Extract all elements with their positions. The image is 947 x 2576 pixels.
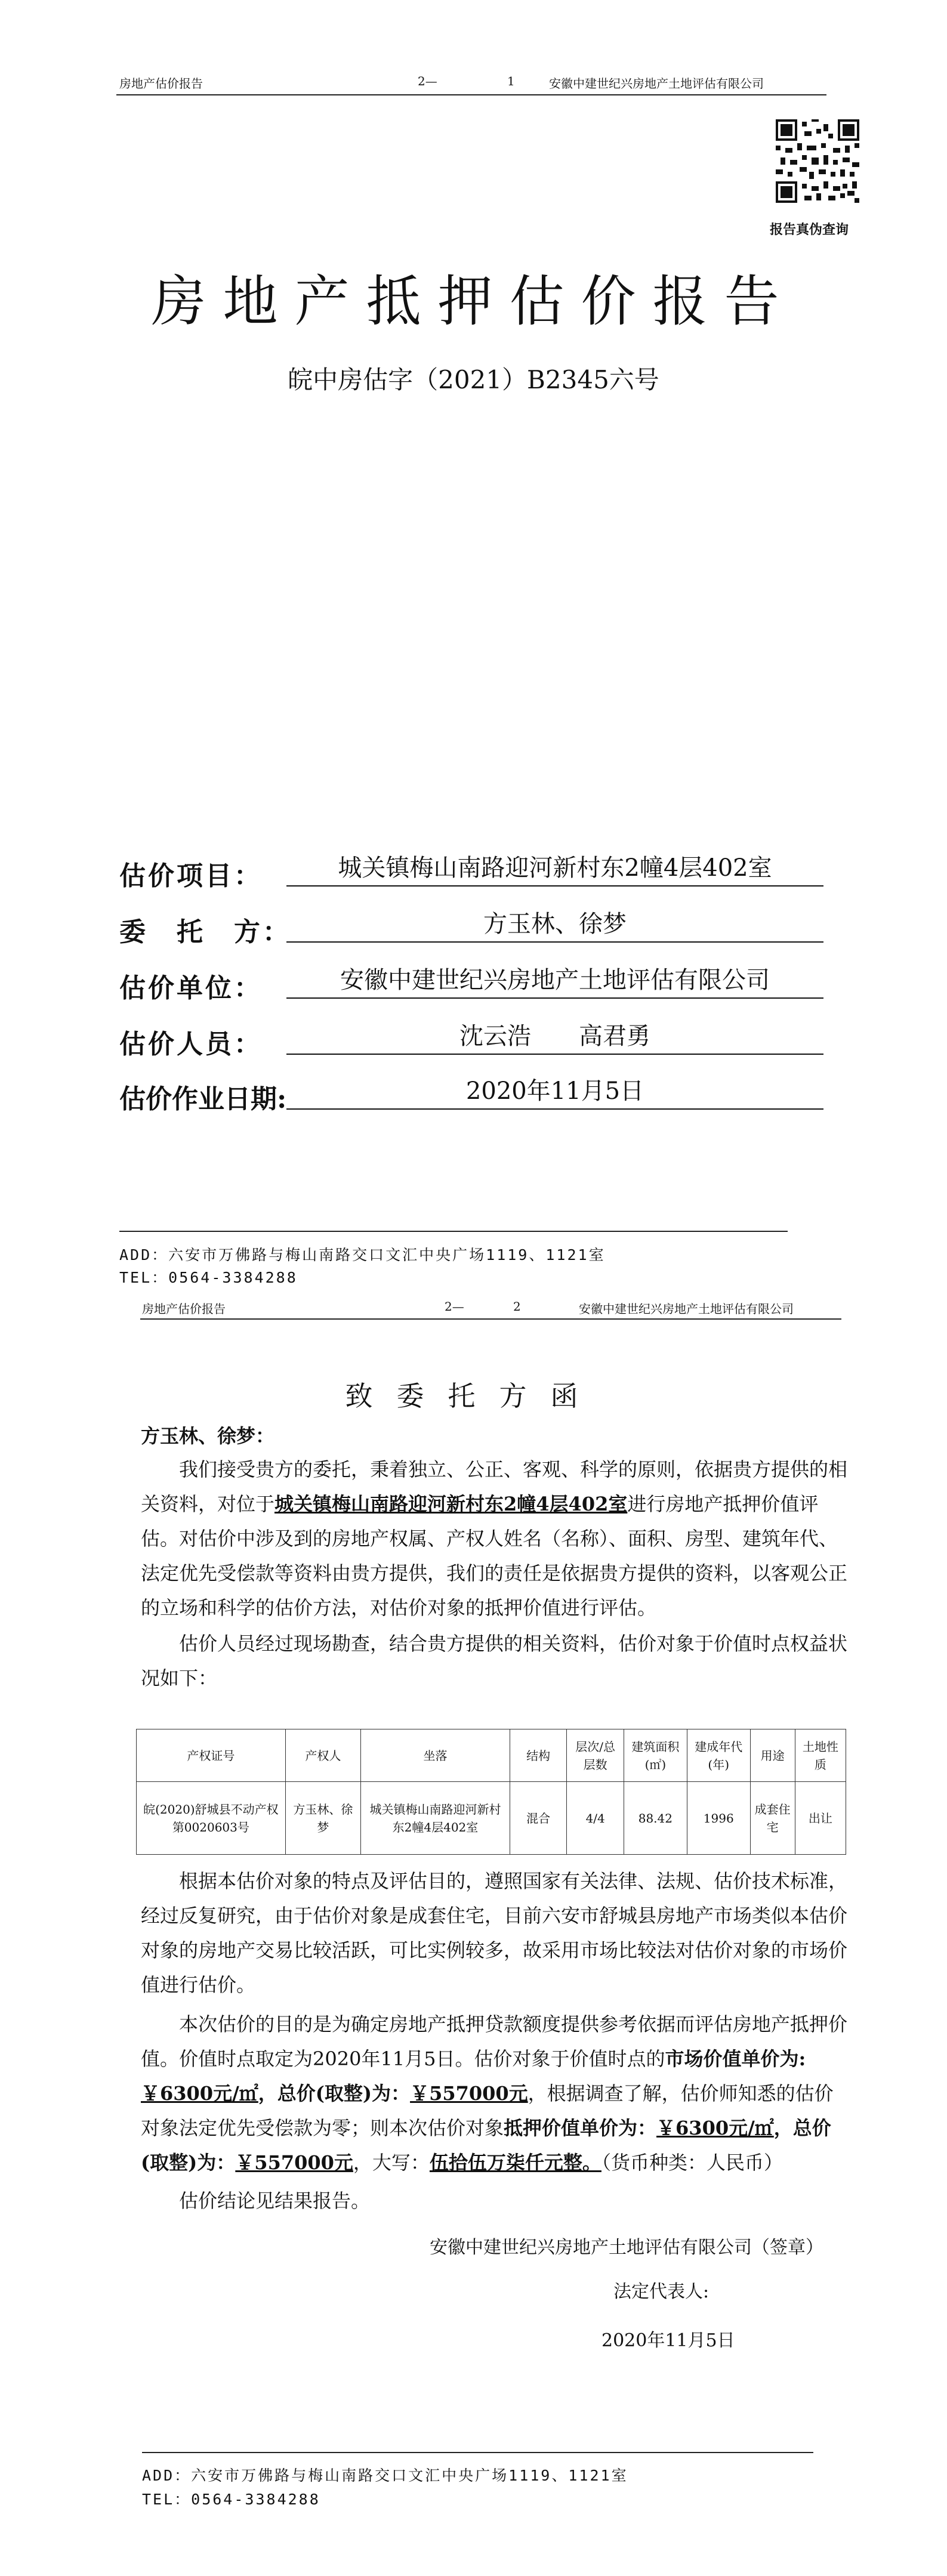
table-cell: 成套住宅 (750, 1782, 795, 1855)
table-header-cell: 结构 (510, 1729, 567, 1782)
mortgage-unit-price-label: 抵押价值单价为： (504, 2117, 657, 2139)
table-header-cell: 坐落 (361, 1729, 510, 1782)
footer-rule (119, 1231, 788, 1232)
report-number: 皖中房估字（2021）B2345六号 (288, 365, 659, 394)
table-cell: 混合 (510, 1782, 567, 1855)
table-row (137, 1782, 846, 1855)
field-project-value: 城关镇梅山南路迎河新村东2幢4层402室 (286, 851, 823, 887)
property-address: 城关镇梅山南路迎河新村东2幢4层402室 (274, 1493, 628, 1515)
header-page-number: 2 (513, 1299, 521, 1314)
market-total: ￥557000元 (410, 2082, 528, 2105)
footer-address: ADD：六安市万佛路与梅山南路交口文汇中央广场1119、1121室 (119, 1246, 606, 1264)
table-cell: 出让 (795, 1782, 846, 1855)
conclusion-text: ，根据调查了解，估价师知悉的估价对象法定优先受偿款为零；则本次估价对象 (141, 2082, 834, 2139)
market-unit-price: ￥6300元/㎡ (141, 2082, 258, 2105)
field-project-label: 估价项目： (119, 861, 263, 891)
header-page-prefix: 2— (445, 1299, 464, 1314)
property-table (136, 1729, 846, 1855)
market-total-label: ，总价(取整)为： (258, 2082, 411, 2105)
amount-in-words: 伍拾伍万柒仟元整。 (429, 2151, 601, 2174)
field-date-label: 估价作业日期: (119, 1084, 287, 1114)
header-right: 安徽中建世纪兴房地产土地评估有限公司 (549, 76, 764, 91)
table-cell: 皖(2020)舒城县不动产权第0020603号 (137, 1782, 286, 1855)
paragraph-conclusion (141, 2007, 848, 2180)
paragraph-entrustment-b: 进行房地产抵押价值评估。对估价中涉及到的房地产权属、产权人姓名（名称）、面积、房型、建筑年代、法定优先受偿款等资料由贵方提供，我们的责任是依据贵方提供的资料，以客观公正的立场和科学的估价方法，对估价对象的抵押价值进行评估。 (141, 1493, 848, 1619)
table-header-cell: 土地性质 (795, 1729, 846, 1782)
table-cell: 城关镇梅山南路迎河新村东2幢4层402室 (361, 1782, 510, 1855)
table-header-cell: 产权证号 (137, 1729, 286, 1782)
field-date-value: 2020年11月5日 (286, 1074, 823, 1110)
header-left: 房地产估价报告 (119, 76, 203, 91)
salutation: 方玉林、徐梦： (141, 1425, 275, 1447)
paragraph-entrustment (141, 1452, 848, 1625)
mortgage-total-label: ，总价(取整)为： (141, 2117, 831, 2174)
table-header-cell: 层次/总层数 (567, 1729, 624, 1782)
header-left: 房地产估价报告 (142, 1302, 226, 1316)
qr-caption: 报告真伪查询 (770, 222, 849, 237)
table-cell: 88.42 (624, 1782, 687, 1855)
paragraph-method: 根据本估价对象的特点及评估目的，遵照国家有关法律、法规、估价技术标准，经过反复研究，由于估价对象是成套住宅，目前六安市舒城县房地产市场类似本估价对象的房地产交易比较活跃，可比实例较多，故采用市场比较法对估价对象的市场价值进行估价。 (141, 1870, 848, 1996)
mortgage-total: ￥557000元 (235, 2151, 353, 2174)
table-header-cell: 建成年代(年) (687, 1729, 750, 1782)
table-cell: 方玉林、徐梦 (285, 1782, 360, 1855)
paragraph-inspection: 估价人员经过现场勘查，结合贵方提供的相关资料，估价对象于价值时点权益状况如下： (141, 1632, 848, 1689)
footer-address: ADD：六安市万佛路与梅山南路交口文汇中央广场1119、1121室 (142, 2467, 628, 2484)
header-page-number: 1 (507, 74, 515, 88)
table-header-cell: 产权人 (285, 1729, 360, 1782)
field-appraiser-org-value: 安徽中建世纪兴房地产土地评估有限公司 (286, 963, 823, 999)
field-client-label: 委 托 方： (119, 917, 291, 947)
currency-note: （货币种类：人民币） (601, 2151, 783, 2174)
table-header-row (137, 1729, 846, 1782)
letter-title: 致委托方函 (345, 1380, 602, 1412)
header-rule (140, 1318, 841, 1320)
field-appraisers-label: 估价人员： (119, 1029, 263, 1060)
paragraph-entrustment-a: 我们接受贵方的委托，秉着独立、公正、客观、科学的原则，依据贵方提供的相关资料，对位于 (141, 1458, 848, 1515)
field-client-value: 方玉林、徐梦 (286, 907, 823, 943)
footer-tel: TEL：0564-3384288 (142, 2491, 320, 2508)
footer-rule (142, 2452, 813, 2453)
table-cell: 1996 (687, 1782, 750, 1855)
market-unit-price-label: 市场价值单价为: (665, 2047, 806, 2070)
mortgage-unit-price: ￥6300元/㎡ (656, 2117, 774, 2139)
qr-code-icon[interactable] (776, 119, 859, 203)
table-header-cell: 建筑面积(㎡) (624, 1729, 687, 1782)
table-header-cell: 用途 (750, 1729, 795, 1782)
field-appraiser-org-label: 估价单位： (119, 973, 263, 1003)
header-rule (116, 94, 826, 95)
header-right: 安徽中建世纪兴房地产土地评估有限公司 (579, 1302, 794, 1316)
signature-company: 安徽中建世纪兴房地产土地评估有限公司（签章） (430, 2237, 823, 2258)
table-cell: 4/4 (567, 1782, 624, 1855)
paragraph-see-report: 估价结论见结果报告。 (179, 2189, 371, 2212)
footer-tel: TEL：0564-3384288 (119, 1269, 298, 1286)
field-appraisers-value: 沈云浩 高君勇 (286, 1019, 823, 1055)
signature-representative: 法定代表人: (613, 2281, 710, 2302)
signature-date: 2020年11月5日 (601, 2330, 735, 2351)
conclusion-text: 本次估价的目的是为确定房地产抵押贷款额度提供参考依据而评估房地产抵押价值。价值时点取定为2020年11月5日。估价对象于价值时点的 (141, 2013, 848, 2070)
report-title: 房地产抵押估价报告 (151, 270, 796, 333)
conclusion-text: ，大写： (353, 2151, 430, 2174)
header-page-prefix: 2— (418, 74, 437, 88)
